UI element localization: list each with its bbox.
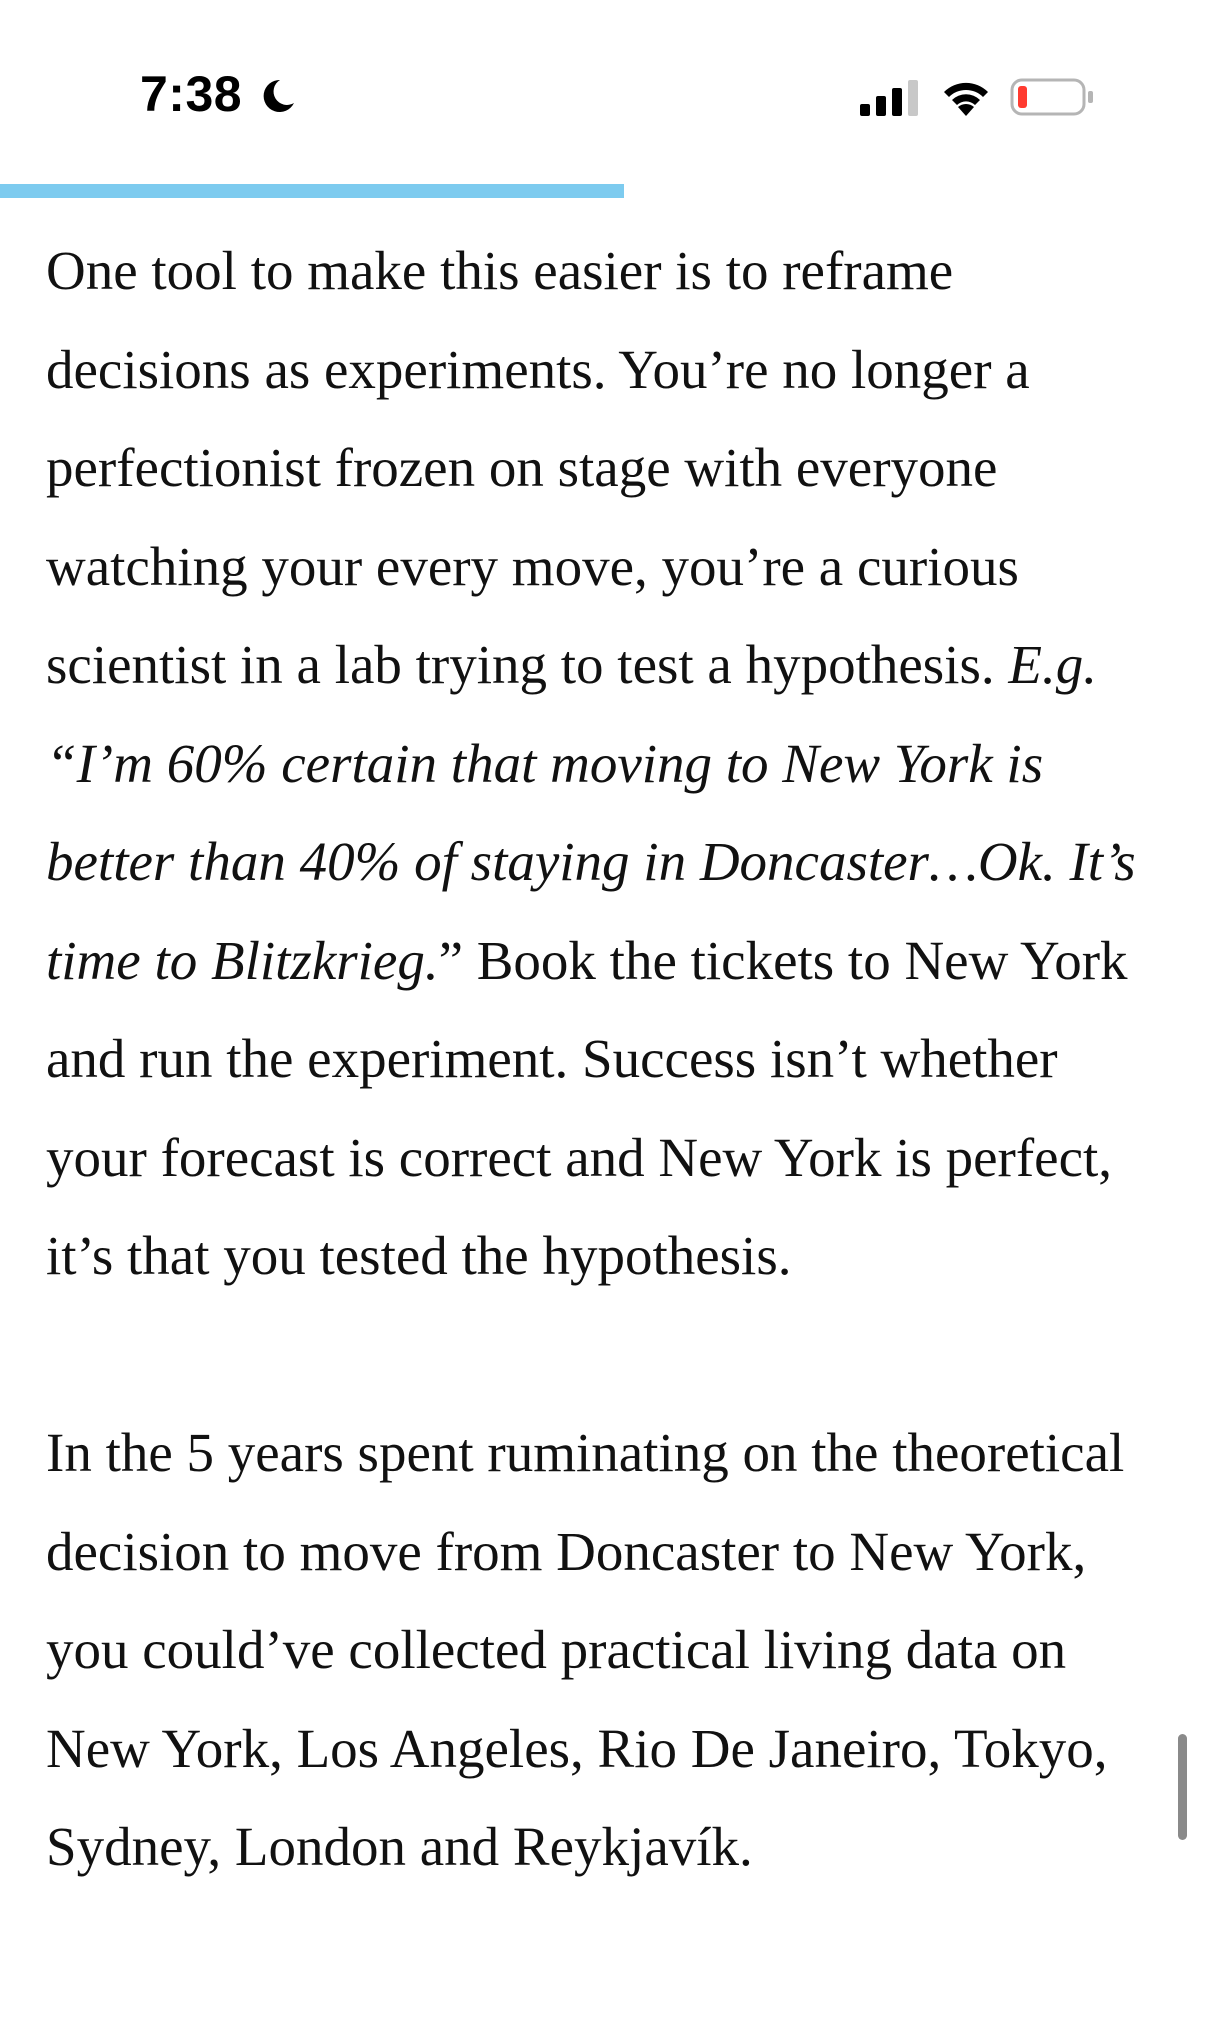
reading-progress-fill	[0, 184, 624, 198]
reading-progress-bar	[0, 184, 1206, 198]
article-body	[46, 222, 1166, 1897]
italic-quote: E.g. “I’m 60% certain that moving to New York is better than 40% of staying in Doncaster…Ok. It’s time to Blitzkrieg.	[46, 634, 1136, 991]
moon-icon	[258, 76, 298, 116]
article-paragraph: In the 5 years spent ruminating on the theoretical decision to move from Doncaster to New York, you could’ve collected practical living data on New York, Los Angeles, Rio De Janeiro, Tokyo, Sydney, London and Reykjavík.	[46, 1422, 1125, 1877]
cellular-signal-icon	[858, 78, 920, 118]
status-bar	[0, 0, 1206, 190]
battery-low-icon	[1010, 76, 1096, 118]
paragraph-text: ” Book the tickets to New York and run the experiment. Success isn’t whether your forecast is correct and New York is perfect, it’s that you tested the hypothesis.	[46, 929, 1128, 1286]
paragraph-text: One tool to make this easier is to reframe decisions as experiments. You’re no longer a perfectionist frozen on stage with everyone watching your every move, you’re a curious scientist in a lab trying to test a hypothesis.	[46, 240, 1030, 695]
wifi-icon	[938, 76, 994, 118]
status-time: 7:38	[140, 66, 243, 122]
article-paragraph	[46, 222, 1166, 1306]
scrollbar-thumb[interactable]	[1178, 1734, 1187, 1840]
